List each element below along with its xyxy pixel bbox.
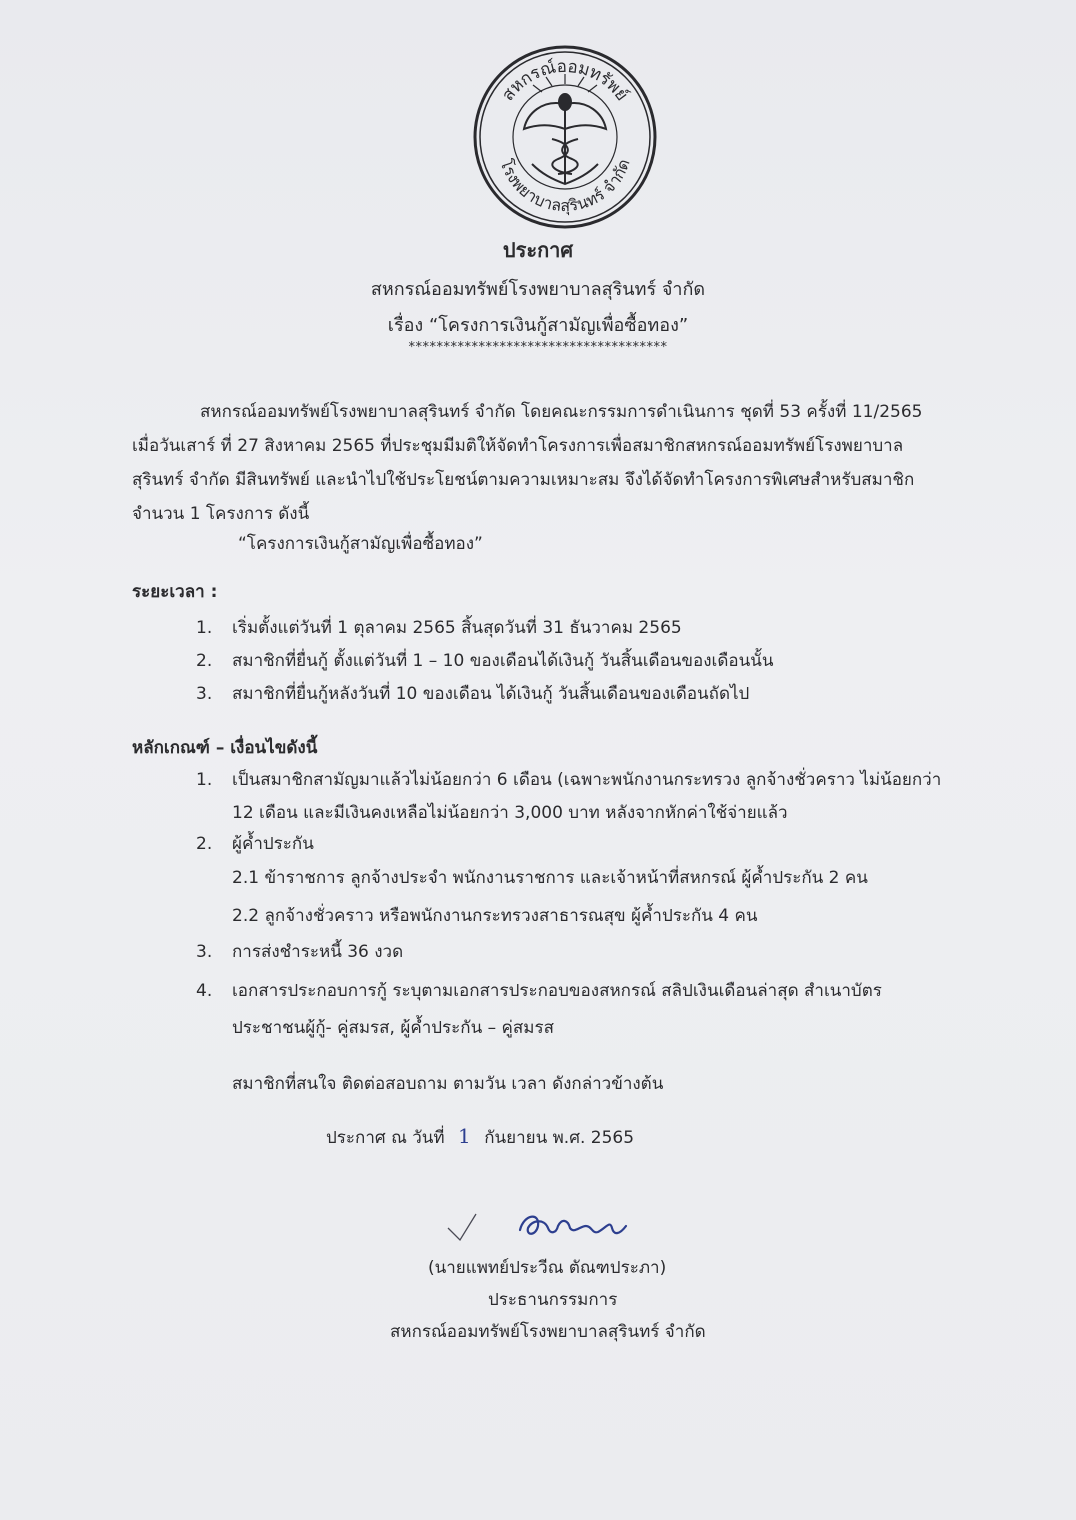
period-item-number: 1. — [196, 618, 213, 638]
criteria-item-4 — [196, 977, 882, 1004]
period-item-text: เริ่มตั้งแต่วันที่ 1 ตุลาคม 2565 สิ้นสุดวันที่ 31 ธันวาคม 2565 — [232, 618, 682, 638]
criteria-item-text: การส่งชำระหนี้ 36 งวด — [232, 942, 404, 962]
period-item-text: สมาชิกที่ยื่นกู้ ตั้งแต่วันที่ 1 – 10 ของเดือนได้เงินกู้ วันสิ้นเดือนของเดือนนั้น — [232, 651, 774, 671]
header-divider: ************************************* — [408, 340, 668, 355]
criteria-item-text: เอกสารประกอบการกู้ ระบุตามเอกสารประกอบของสหกรณ์ สลิปเงินเดือนล่าสุด สำเนาบัตร — [232, 981, 882, 1001]
date-month-year: กันยายน พ.ศ. 2565 — [484, 1128, 635, 1148]
period-item-number: 3. — [196, 684, 213, 704]
date-prefix: ประกาศ ณ วันที่ — [326, 1128, 445, 1148]
intro-line-2: เมื่อวันเสาร์ ที่ 27 สิงหาคม 2565 ที่ประชุมมีมติให้จัดทำโครงการเพื่อสมาชิกสหกรณ์ออมทรัพย์โรงพยาบาล — [132, 436, 904, 456]
criteria-heading: หลักเกณฑ์ – เงื่อนไขดังนี้ — [132, 738, 318, 758]
period-heading: ระยะเวลา : — [132, 582, 218, 602]
intro-line-3: สุรินทร์ จำกัด มีสินทรัพย์ และนำไปใช้ประโยชน์ตามความเหมาะสม จึงได้จัดทำโครงการพิเศษสำหรับสมาชิก — [132, 470, 915, 490]
handwritten-signature — [440, 1206, 640, 1250]
criteria-item-text: เป็นสมาชิกสามัญมาแล้วไม่น้อยกว่า 6 เดือน (เฉพาะพนักงานกระทรวง ลูกจ้างชั่วคราว ไม่น้อยกว่า — [232, 770, 942, 790]
period-item-2 — [196, 647, 773, 674]
organization-name: สหกรณ์ออมทรัพย์โรงพยาบาลสุรินทร์ จำกัด — [370, 279, 706, 300]
document-subject: เรื่อง “โครงการเงินกู้สามัญเพื่อซื้อทอง” — [387, 315, 689, 336]
intro-line-4: จำนวน 1 โครงการ ดังนี้ — [132, 504, 310, 524]
criteria-item-4-continued: ประชาชนผู้กู้- คู่สมรส, ผู้ค้ำประกัน – คู่สมรส — [232, 1018, 554, 1038]
criteria-item-1-continued: 12 เดือน และมีเงินคงเหลือไม่น้อยกว่า 3,000 บาท หลังจากหักค่าใช้จ่ายแล้ว — [232, 803, 788, 823]
criteria-item-2 — [196, 830, 314, 857]
guarantor-rule-2-1: 2.1 ข้าราชการ ลูกจ้างประจำ พนักงานราชการ และเจ้าหน้าที่สหกรณ์ ผู้ค้ำประกัน 2 คน — [232, 868, 868, 888]
signatory-position: ประธานกรรมการ — [488, 1290, 618, 1310]
announcement-date — [326, 1124, 634, 1151]
cooperative-seal-logo — [472, 44, 658, 230]
signatory-organization: สหกรณ์ออมทรัพย์โรงพยาบาลสุรินทร์ จำกัด — [390, 1322, 706, 1342]
project-name: “โครงการเงินกู้สามัญเพื่อซื้อทอง” — [238, 534, 483, 554]
period-item-3 — [196, 680, 749, 707]
criteria-item-3 — [196, 938, 403, 965]
criteria-item-1 — [196, 766, 941, 793]
criteria-item-number: 3. — [196, 942, 213, 962]
guarantor-rule-2-2: 2.2 ลูกจ้างชั่วคราว หรือพนักงานกระทรวงสาธารณสุข ผู้ค้ำประกัน 4 คน — [232, 906, 758, 926]
criteria-item-number: 1. — [196, 770, 213, 790]
period-item-text: สมาชิกที่ยื่นกู้หลังวันที่ 10 ของเดือน ได้เงินกู้ วันสิ้นเดือนของเดือนถัดไป — [232, 684, 750, 704]
criteria-item-text: ผู้ค้ำประกัน — [232, 834, 314, 854]
closing-note: สมาชิกที่สนใจ ติดต่อสอบถาม ตามวัน เวลา ดังกล่าวข้างต้น — [232, 1074, 664, 1094]
criteria-item-number: 2. — [196, 834, 213, 854]
handwritten-day: 1 — [458, 1124, 471, 1148]
svg-text:สหกรณ์ออมทรัพย์: สหกรณ์ออมทรัพย์ — [498, 56, 632, 105]
svg-text:โรงพยาบาลสุรินทร์ จำกัด: โรงพยาบาลสุรินทร์ จำกัด — [496, 156, 634, 215]
intro-line-1: สหกรณ์ออมทรัพย์โรงพยาบาลสุรินทร์ จำกัด โดยคณะกรรมการดำเนินการ ชุดที่ 53 ครั้งที่ 11/2565 — [200, 402, 923, 422]
period-item-number: 2. — [196, 651, 213, 671]
criteria-item-number: 4. — [196, 981, 213, 1001]
document-title: ประกาศ — [502, 238, 574, 262]
signatory-name: (นายแพทย์ประวีณ ตัณฑประภา) — [428, 1258, 667, 1278]
period-item-1 — [196, 614, 682, 641]
